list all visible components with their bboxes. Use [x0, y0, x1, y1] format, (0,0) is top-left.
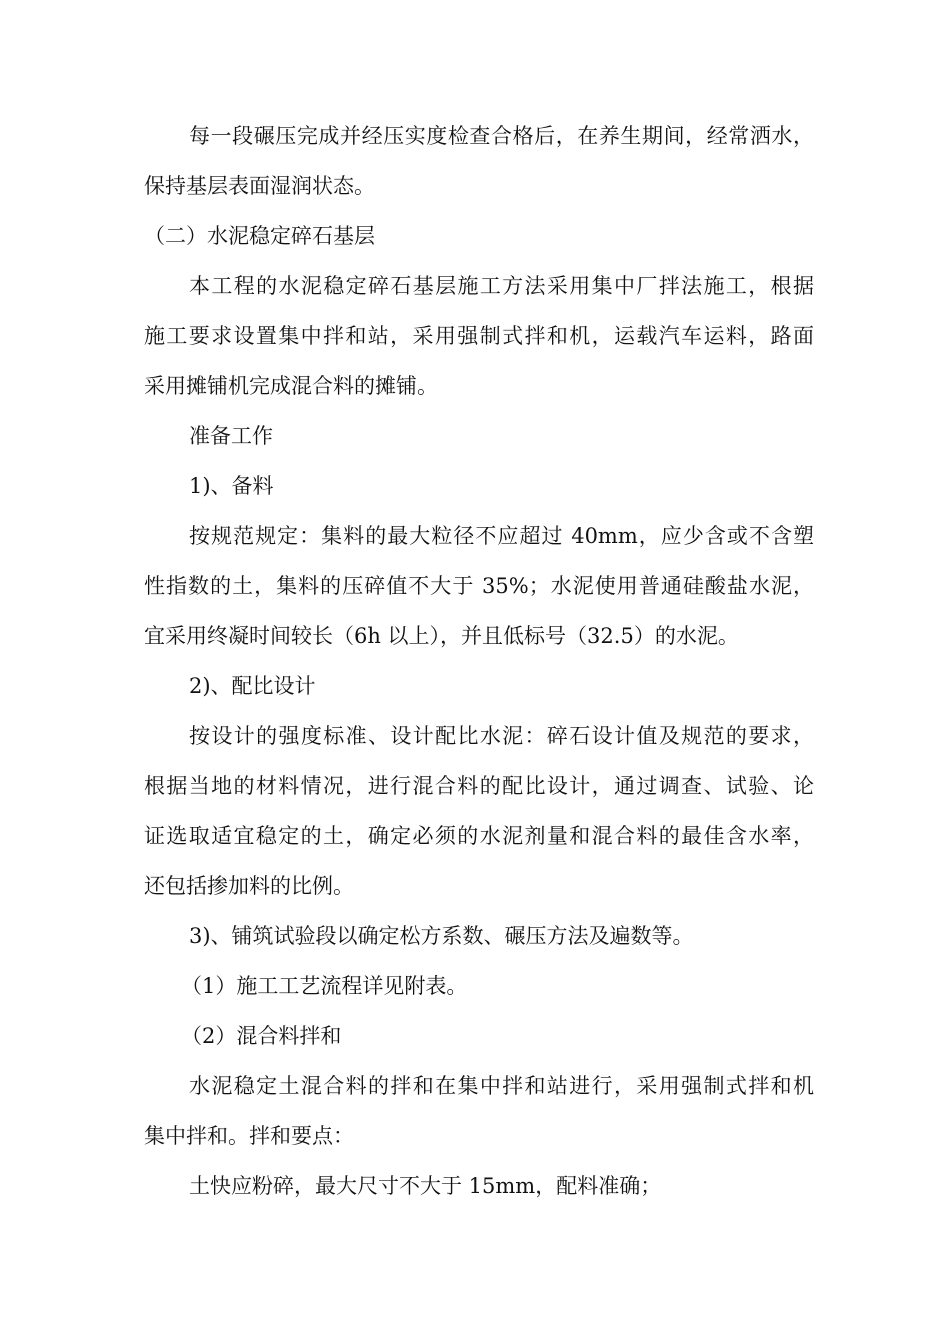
paragraph-line: 按设计的强度标准、设计配比水泥：碎石设计值及规范的要求，	[189, 724, 814, 748]
paragraph-line: 采用摊铺机完成混合料的摊铺。	[144, 374, 438, 398]
subheading: 2)、配比设计	[189, 674, 316, 698]
subheading: （1）施工工艺流程详见附表。	[181, 974, 468, 998]
subheading: （2）混合料拌和	[181, 1024, 342, 1048]
paragraph-line: 保持基层表面湿润状态。	[144, 174, 375, 198]
paragraph-line: 集中拌和。拌和要点：	[144, 1124, 354, 1148]
paragraph-line: 还包括掺加料的比例。	[144, 874, 354, 898]
section-heading: （二）水泥稳定碎石基层	[144, 224, 375, 248]
subheading: 1)、备料	[189, 474, 274, 498]
paragraph-line: 根据当地的材料情况，进行混合料的配比设计，通过调查、试验、论	[144, 774, 814, 798]
paragraph-line: 土快应粉碎，最大尺寸不大于 15mm，配料准确；	[189, 1174, 662, 1198]
subheading: 3)、铺筑试验段以确定松方系数、碾压方法及遍数等。	[189, 924, 694, 948]
subheading: 准备工作	[189, 424, 273, 448]
paragraph-line: 本工程的水泥稳定碎石基层施工方法采用集中厂拌法施工，根据	[189, 274, 814, 298]
paragraph-line: 宜采用终凝时间较长（6h 以上），并且低标号（32.5）的水泥。	[144, 624, 739, 648]
paragraph-line: 按规范规定：集料的最大粒径不应超过 40mm，应少含或不含塑	[189, 524, 814, 548]
paragraph-line: 水泥稳定土混合料的拌和在集中拌和站进行，采用强制式拌和机	[189, 1074, 814, 1098]
paragraph-line: 性指数的土，集料的压碎值不大于 35%；水泥使用普通硅酸盐水泥，	[144, 574, 814, 598]
paragraph-line: 每一段碾压完成并经压实度检查合格后，在养生期间，经常洒水，	[189, 124, 814, 148]
paragraph-line: 施工要求设置集中拌和站，采用强制式拌和机，运载汽车运料，路面	[144, 324, 814, 348]
paragraph-line: 证选取适宜稳定的土，确定必须的水泥剂量和混合料的最佳含水率，	[144, 824, 814, 848]
